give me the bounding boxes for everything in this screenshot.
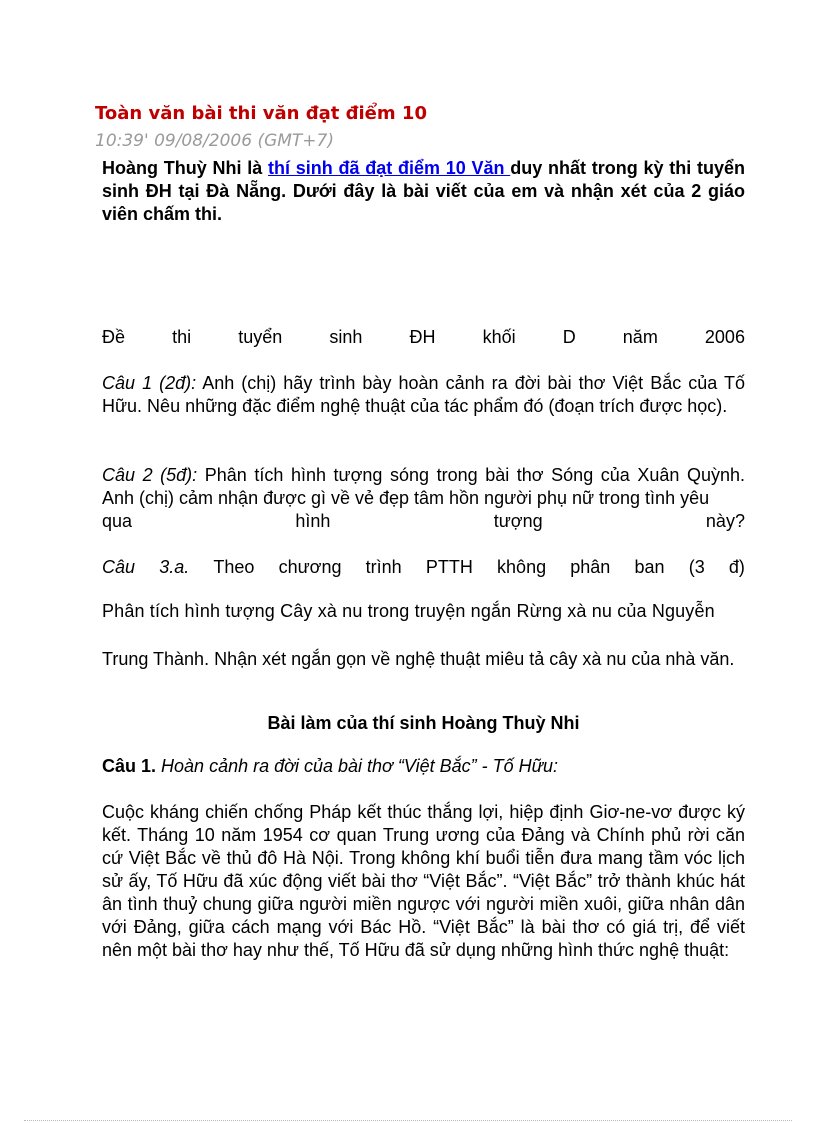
article-timestamp: 10:39' 09/08/2006 (GMT+7) [95,131,335,151]
question-2-text: Phân tích hình tượng sóng trong bài thơ Sóng của Xuân Quỳnh. Anh (chị) cảm nhận được gì về vẻ đẹp tâm hồn người phụ nữ trong tình yêu [102,465,746,508]
answer-1-label: Câu 1. [102,756,157,776]
exam-heading-word: khối [482,327,516,347]
question-3-line-2: Trung Thành. Nhận xét ngắn gọn về nghệ thuật miêu tả cây xà nu của nhà văn. [102,649,735,669]
question-1-label: Câu 1 (2đ): [102,373,197,393]
question-3-word: không [497,557,547,577]
intro-text-start: Hoàng Thuỳ Nhi là [102,158,268,178]
exam-heading-word: Đề [102,327,126,347]
question-2-word: qua [102,511,133,531]
question-3-word: ban [634,557,665,577]
question-2-word: hình [295,511,331,531]
exam-heading-word: 2006 [704,327,745,347]
question-3-word: đ) [728,557,745,577]
exam-heading-word: D [562,327,576,347]
question-3-word: trình [365,557,402,577]
question-2-word: tượng [493,511,543,531]
question-3-word: Câu [102,557,136,577]
answer-1-body: Cuộc kháng chiến chống Pháp kết thúc thắng lợi, hiệp định Giơ-ne-vơ được ký kết. Tháng 10 năm 1954 cơ quan Trung ương của Đảng và Chính phủ rời căn cứ Việt Bắc về thủ đô Hà Nội. Trong không khí buổi tiễn đưa mang tầm vóc lịch sử ấy, Tố Hữu đã xúc động viết bài thơ “Việt Bắc”. “Việt Bắc” trở thành khúc hát ân tình thuỷ chung giữa người miền ngược với người miền xuôi, giữa nhân dân với Đảng, giữa cách mạng với Bác Hồ. “Việt Bắc” là bài thơ có giá trị, để viết nên một bài thơ hay như thế, Tố Hữu đã sử dụng những hình thức nghệ thuật: [102,802,745,960]
question-2 [102,464,745,510]
question-3-word: Theo [213,557,255,577]
intro-text-end: duy nhất trong kỳ thi tuyển sinh ĐH tại Đà Nẵng. Dưới đây là bài viết của em và nhận xét của 2 giáo viên chấm thi. [102,158,745,224]
exam-heading-word: sinh [329,327,363,347]
answer-1-subtitle: Hoàn cảnh ra đời của bài thơ “Việt Bắc” - Tố Hữu: [156,756,559,776]
question-3-word: phân [570,557,611,577]
intro-link[interactable]: thí sinh đã đạt điểm 10 Văn [267,158,511,178]
question-3-word: chương [278,557,342,577]
question-3-line-1: Phân tích hình tượng Cây xà nu trong truyện ngắn Rừng xà nu của Nguyễn [102,601,715,621]
article-title: Toàn văn bài thi văn đạt điểm 10 [95,103,427,124]
answer-heading: Bài làm của thí sinh Hoàng Thuỳ Nhi [267,713,580,733]
question-3-word: 3.a. [159,557,190,577]
answer-1-title [102,755,745,778]
page-bottom-divider [24,1120,792,1121]
question-1 [102,372,745,418]
question-2-label: Câu 2 (5đ): [102,465,198,485]
exam-heading-word: tuyển [238,327,283,347]
question-1-text: Anh (chị) hãy trình bày hoàn cảnh ra đời bài thơ Việt Bắc của Tố Hữu. Nêu những đặc điểm nghệ thuật của tác phẩm đó (đoạn trích được học). [102,373,746,416]
exam-heading [102,326,745,349]
question-3-heading [102,556,745,579]
question-3-word: (3 [688,557,705,577]
question-3-word: PTTH [425,557,473,577]
article-intro [102,157,745,226]
exam-heading-word: ĐH [409,327,436,347]
question-2-word: này? [705,511,745,531]
question-2-last-line [102,510,745,533]
exam-heading-word: năm [622,327,658,347]
exam-heading-word: thi [172,327,192,347]
